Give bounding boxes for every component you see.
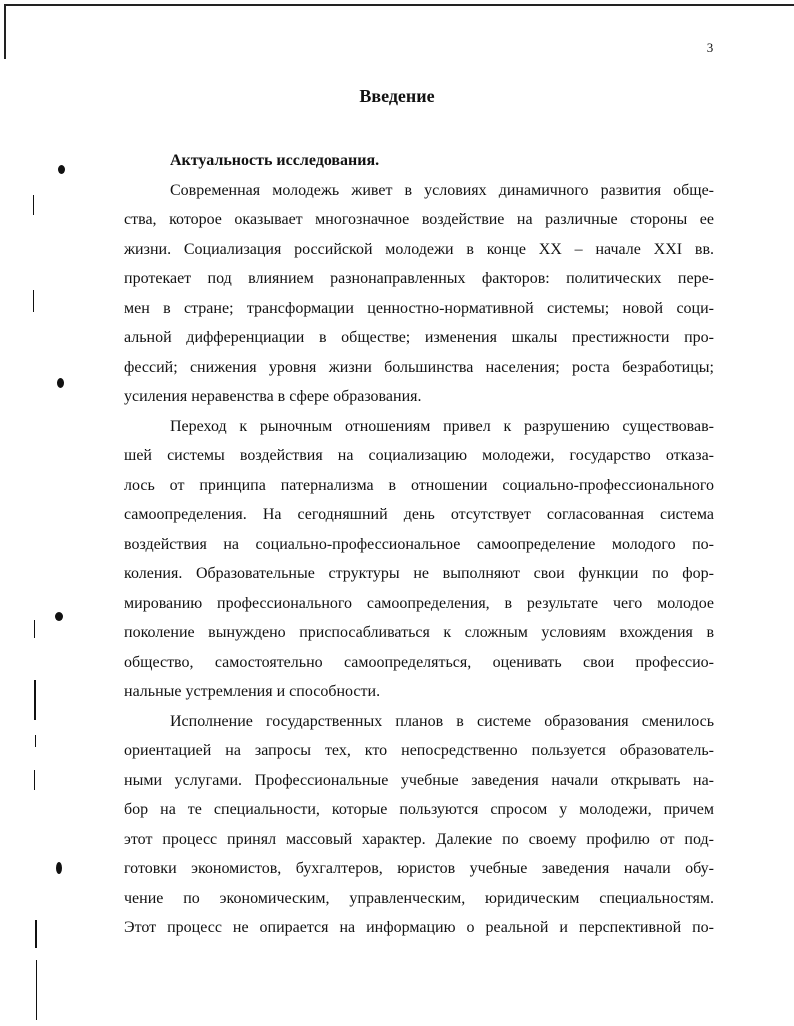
scan-mark bbox=[58, 165, 65, 174]
paragraph bbox=[124, 412, 714, 707]
scan-mark bbox=[33, 290, 34, 312]
page-number: 3 bbox=[706, 40, 714, 55]
text-line: Исполнение государственных планов в системе образования сменилось bbox=[170, 712, 714, 730]
scan-mark bbox=[35, 735, 36, 747]
paragraph bbox=[124, 707, 714, 943]
text-line: коления. Образовательные структуры не выполняют свои функции по фор- bbox=[124, 565, 714, 582]
text-line: нальные устремления и способности. bbox=[124, 683, 381, 700]
paragraph bbox=[124, 176, 714, 412]
body-text bbox=[124, 146, 714, 943]
text-line: самоопределения. На сегодняшний день отсутствует согласованная система bbox=[124, 506, 714, 523]
text-line: альной дифференциации в обществе; изменения шкалы престижности про- bbox=[124, 329, 714, 346]
text-line: мированию профессионального самоопределения, в результате чего молодое bbox=[124, 594, 714, 612]
text-line: общество, самостоятельно самоопределяться, оценивать свои профессио- bbox=[124, 653, 714, 671]
text-line: этот процесс принял массовый характер. Далекие по своему профилю от под- bbox=[124, 830, 714, 848]
scan-mark bbox=[34, 770, 35, 790]
scan-border-left bbox=[4, 4, 6, 59]
scan-border-top bbox=[4, 4, 794, 6]
scan-mark bbox=[55, 612, 63, 621]
text-line: чение по экономическим, управленческим, юридическим специальностям. bbox=[124, 889, 714, 907]
text-line: ства, которое оказывает многозначное воздействие на различные стороны ее bbox=[124, 211, 714, 228]
text-line: готовки экономистов, бухгалтеров, юристов учебные заведения начали обу- bbox=[124, 860, 714, 877]
page-title: Введение bbox=[359, 86, 435, 106]
text-line: Современная молодежь живет в условиях динамичного развития обще- bbox=[170, 181, 714, 199]
section-heading: Актуальность исследования. bbox=[170, 152, 380, 169]
scan-mark bbox=[35, 920, 37, 948]
text-line: лось от принципа патернализма в отношении социально-профессионального bbox=[124, 476, 714, 494]
text-line: жизни. Социализация российской молодежи в конце XX – начале XXI вв. bbox=[124, 240, 714, 258]
scan-mark bbox=[34, 620, 35, 638]
text-line: воздействия на социально-профессиональное самоопределение молодого по- bbox=[124, 535, 714, 553]
text-line: мен в стране; трансформации ценностно-нормативной системы; новой соци- bbox=[124, 299, 714, 317]
text-line: усиления неравенства в сфере образования. bbox=[124, 388, 422, 405]
scan-mark bbox=[56, 862, 62, 874]
text-line: поколение вынуждено приспосабливаться к сложным условиям вхождения в bbox=[124, 624, 714, 641]
text-line: протекает под влиянием разнонаправленных факторов: политических пере- bbox=[124, 270, 714, 287]
text-line: Этот процесс не опирается на информацию о реальной и перспективной по- bbox=[124, 919, 714, 936]
text-line: фессий; снижения уровня жизни большинства населения; роста безработицы; bbox=[124, 358, 714, 376]
text-line: Переход к рыночным отношениям привел к разрушению существовав- bbox=[170, 417, 714, 435]
text-line: ными услугами. Профессиональные учебные заведения начали открывать на- bbox=[124, 771, 714, 789]
scan-mark bbox=[34, 680, 36, 720]
scan-mark bbox=[33, 195, 34, 215]
scan-mark bbox=[36, 960, 37, 1020]
text-line: шей системы воздействия на социализацию молодежи, государство отказа- bbox=[124, 447, 714, 464]
text-line: ориентацией на запросы тех, кто непосредственно пользуется образователь- bbox=[124, 742, 714, 759]
text-line: бор на те специальности, которые пользуются спросом у молодежи, причем bbox=[124, 801, 714, 818]
scan-mark bbox=[57, 378, 64, 388]
